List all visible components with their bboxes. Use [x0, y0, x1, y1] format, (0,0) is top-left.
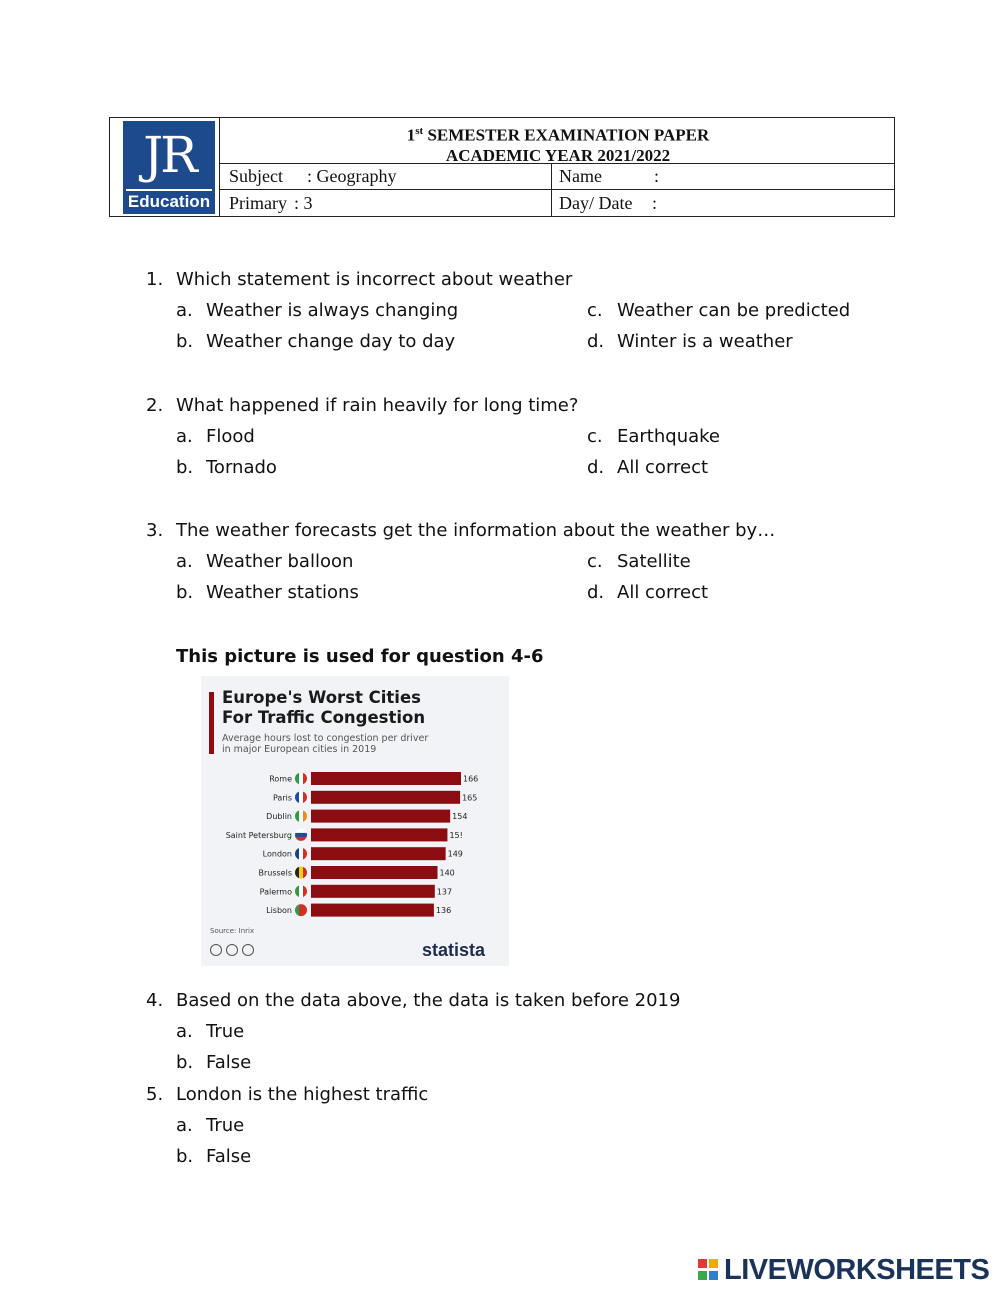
category-label: Dublin — [266, 812, 292, 822]
bar — [311, 866, 438, 879]
logo-square-v — [698, 1271, 707, 1280]
chart-subtitle-line1: Average hours lost to congestion per driver — [222, 733, 429, 744]
option-text: False — [206, 1052, 252, 1073]
option-text: Weather change day to day — [206, 331, 456, 352]
category-label: Paris — [272, 793, 292, 803]
category-label: Palermo — [259, 887, 292, 897]
primary-label: Primary — [229, 193, 287, 213]
question-text: The weather forecasts get the information about the weather by… — [176, 520, 776, 541]
option-text: All correct — [617, 457, 709, 478]
option-1c[interactable] — [587, 299, 851, 323]
question-number: 3. — [146, 520, 164, 541]
category-label: Lisbon — [266, 906, 292, 916]
no-derivatives-icon — [242, 944, 254, 956]
option-2c[interactable] — [587, 425, 720, 449]
question-4 — [146, 989, 681, 1013]
name-value[interactable]: : — [654, 166, 660, 186]
option-text: True — [206, 1115, 245, 1136]
option-key: d. — [587, 457, 605, 478]
category-label: London — [262, 849, 292, 859]
question-2 — [146, 394, 579, 418]
flag-icon — [295, 848, 308, 860]
option-3d[interactable] — [587, 581, 709, 605]
question-text: London is the highest traffic — [176, 1084, 429, 1105]
option-key: c. — [587, 426, 603, 447]
question-5 — [146, 1083, 429, 1107]
option-key: b. — [176, 1052, 194, 1073]
subject-value: : Geography — [307, 166, 397, 186]
option-key: b. — [176, 1146, 194, 1167]
question-number: 4. — [146, 990, 164, 1011]
option-key: d. — [587, 331, 605, 352]
chart-title-line1: Europe's Worst Cities — [222, 688, 421, 707]
value-label: 154 — [452, 812, 468, 822]
option-key: a. — [176, 551, 193, 572]
option-text: False — [206, 1146, 252, 1167]
option-text: Winter is a weather — [617, 331, 793, 352]
value-label: 137 — [436, 887, 453, 897]
option-text: Weather can be predicted — [617, 300, 851, 321]
date-label: Day/ Date — [559, 193, 633, 213]
date-value[interactable]: : — [652, 193, 658, 213]
chart-source: Source: Inrix — [210, 927, 255, 935]
option-1a[interactable] — [176, 299, 459, 323]
title-line1: SEMESTER EXAMINATION PAPER — [423, 125, 710, 145]
value-label: 166 — [463, 774, 479, 784]
question-number: 2. — [146, 395, 164, 416]
option-2a[interactable] — [176, 425, 255, 449]
exam-title — [220, 118, 896, 163]
option-text: All correct — [617, 582, 709, 603]
value-label: 165 — [462, 793, 478, 803]
title-line2: ACADEMIC YEAR 2021/2022 — [445, 145, 671, 165]
logo-square-l — [698, 1259, 707, 1268]
option-key: a. — [176, 1021, 193, 1042]
option-text: True — [206, 1021, 245, 1042]
option-key: a. — [176, 300, 193, 321]
bar — [311, 904, 434, 917]
picture-note: This picture is used for question 4-6 — [176, 646, 544, 667]
option-text: Earthquake — [617, 426, 720, 447]
option-text: Weather is always changing — [206, 300, 459, 321]
option-4b[interactable] — [176, 1051, 252, 1075]
option-4a[interactable] — [176, 1020, 245, 1044]
option-key: a. — [176, 1115, 193, 1136]
chart-title-line2: For Traffic Congestion — [222, 708, 426, 727]
category-label: Rome — [269, 774, 292, 784]
bar — [311, 885, 435, 898]
flag-icon — [295, 810, 308, 822]
bar — [311, 847, 446, 860]
liveworksheets-text: LIVEWORKSHEETS — [724, 1254, 990, 1286]
logo-square-i — [709, 1259, 718, 1268]
bar — [311, 772, 461, 785]
option-1d[interactable] — [587, 330, 793, 354]
name-label: Name — [559, 166, 602, 186]
option-1b[interactable] — [176, 330, 456, 354]
question-text: Based on the data above, the data is taken before 2019 — [176, 990, 681, 1011]
question-text: What happened if rain heavily for long time? — [176, 395, 579, 416]
question-1 — [146, 268, 573, 292]
question-text: Which statement is incorrect about weather — [176, 269, 573, 290]
exam-header — [109, 117, 895, 217]
question-number: 1. — [146, 269, 164, 290]
jr-education-logo — [123, 121, 215, 214]
question-number: 5. — [146, 1084, 164, 1105]
option-key: d. — [587, 582, 605, 603]
option-5b[interactable] — [176, 1145, 252, 1169]
option-key: c. — [587, 551, 603, 572]
option-3c[interactable] — [587, 550, 691, 574]
value-label: 136 — [435, 906, 452, 916]
flag-icon — [295, 904, 308, 916]
value-label: 140 — [439, 868, 455, 878]
logo-jr-text: JR — [143, 126, 195, 184]
logo-education-text: Education — [126, 189, 212, 213]
value-label: 15! — [449, 830, 463, 840]
option-key: b. — [176, 582, 194, 603]
logo-square-e — [709, 1271, 718, 1280]
flag-icon — [295, 829, 307, 842]
flag-icon — [295, 773, 308, 785]
option-key: b. — [176, 331, 194, 352]
value-label: 149 — [447, 849, 463, 859]
header-divider — [551, 163, 552, 216]
option-text: Satellite — [617, 551, 691, 572]
option-2b[interactable] — [176, 456, 277, 480]
flag-icon — [295, 867, 308, 879]
title-number: 1 — [406, 125, 416, 145]
statista-logo: statista — [422, 940, 486, 960]
bar — [311, 828, 447, 841]
option-text: Tornado — [206, 457, 277, 478]
option-key: c. — [587, 300, 603, 321]
option-3a[interactable] — [176, 550, 354, 574]
cc-license-icon — [210, 944, 222, 956]
question-3 — [146, 519, 776, 543]
option-key: b. — [176, 457, 194, 478]
option-text: Flood — [206, 426, 255, 447]
option-5a[interactable] — [176, 1114, 245, 1138]
category-label: Saint Petersburg — [225, 830, 292, 840]
category-label: Brussels — [258, 868, 292, 878]
flag-icon — [295, 791, 308, 803]
header-divider — [219, 189, 895, 190]
option-key: a. — [176, 426, 193, 447]
option-text: Weather stations — [206, 582, 359, 603]
chart-subtitle-line2: in major European cities in 2019 — [222, 744, 377, 755]
bar — [311, 810, 450, 823]
bar — [311, 791, 460, 804]
attribution-icon — [226, 944, 238, 956]
flag-icon — [295, 885, 308, 897]
option-3b[interactable] — [176, 581, 359, 605]
subject-label: Subject — [229, 166, 283, 186]
option-2d[interactable] — [587, 456, 709, 480]
traffic-chart — [201, 676, 509, 966]
option-text: Weather balloon — [206, 551, 354, 572]
chart-plot — [201, 676, 509, 966]
title-superscript: st — [415, 125, 424, 137]
primary-value: : 3 — [294, 193, 313, 213]
